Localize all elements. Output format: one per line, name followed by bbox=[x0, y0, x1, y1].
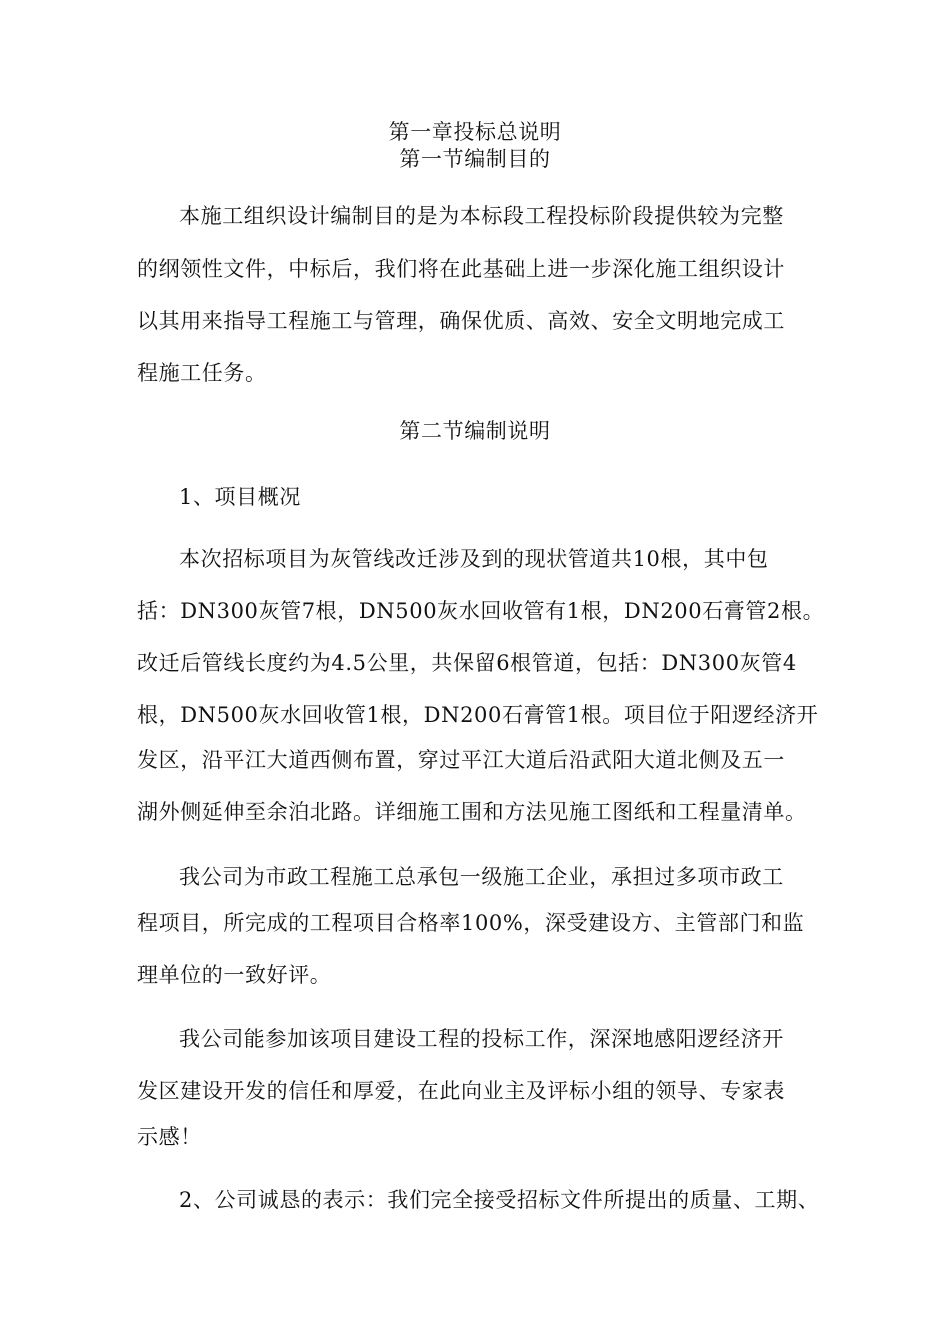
paragraph-line: 我公司为市政工程施工总承包一级施工企业，承担过多项市政工 bbox=[179, 865, 784, 889]
chapter-title: 第一章投标总说明 bbox=[388, 120, 562, 144]
paragraph-line: 湖外侧延伸至余泊北路。详细施工围和方法见施工图纸和工程量清单。 bbox=[137, 800, 807, 824]
paragraph-line: 的纲领性文件，中标后，我们将在此基础上进一步深化施工组织设计 bbox=[137, 257, 785, 281]
paragraph-line: 示感！ bbox=[137, 1125, 202, 1149]
paragraph-line: 括：DN300灰管7根，DN500灰水回收管有1根，DN200石膏管2根。 bbox=[137, 599, 825, 623]
paragraph-line: 以其用来指导工程施工与管理，确保优质、高效、安全文明地完成工 bbox=[137, 309, 785, 333]
paragraph-line: 程施工任务。 bbox=[137, 361, 267, 385]
paragraph-line: 本施工组织设计编制目的是为本标段工程投标阶段提供较为完整 bbox=[179, 204, 784, 228]
item-heading: 1、项目概况 bbox=[179, 485, 301, 509]
paragraph-line: 理单位的一致好评。 bbox=[137, 963, 332, 987]
section-title-purpose: 第一节编制目的 bbox=[399, 147, 551, 171]
item-line: 2、公司诚恳的表示：我们完全接受招标文件所提出的质量、工期、 bbox=[179, 1188, 820, 1212]
paragraph-line: 程项目，所完成的工程项目合格率100%，深受建设方、主管部门和监 bbox=[137, 911, 805, 935]
section-title-description: 第二节编制说明 bbox=[399, 419, 551, 443]
paragraph-line: 根，DN500灰水回收管1根，DN200石膏管1根。项目位于阳逻经济开 bbox=[137, 703, 819, 727]
paragraph-line: 发区建设开发的信任和厚爱，在此向业主及评标小组的领导、专家表 bbox=[137, 1079, 785, 1103]
paragraph-line: 改迁后管线长度约为4.5公里，共保留6根管道，包括：DN300灰管4 bbox=[137, 651, 797, 675]
paragraph-line: 发区，沿平江大道西侧布置，穿过平江大道后沿武阳大道北侧及五一 bbox=[137, 748, 785, 772]
paragraph-line: 本次招标项目为灰管线改迁涉及到的现状管道共10根，其中包 bbox=[179, 547, 769, 571]
paragraph-line: 我公司能参加该项目建设工程的投标工作，深深地感阳逻经济开 bbox=[179, 1027, 784, 1051]
